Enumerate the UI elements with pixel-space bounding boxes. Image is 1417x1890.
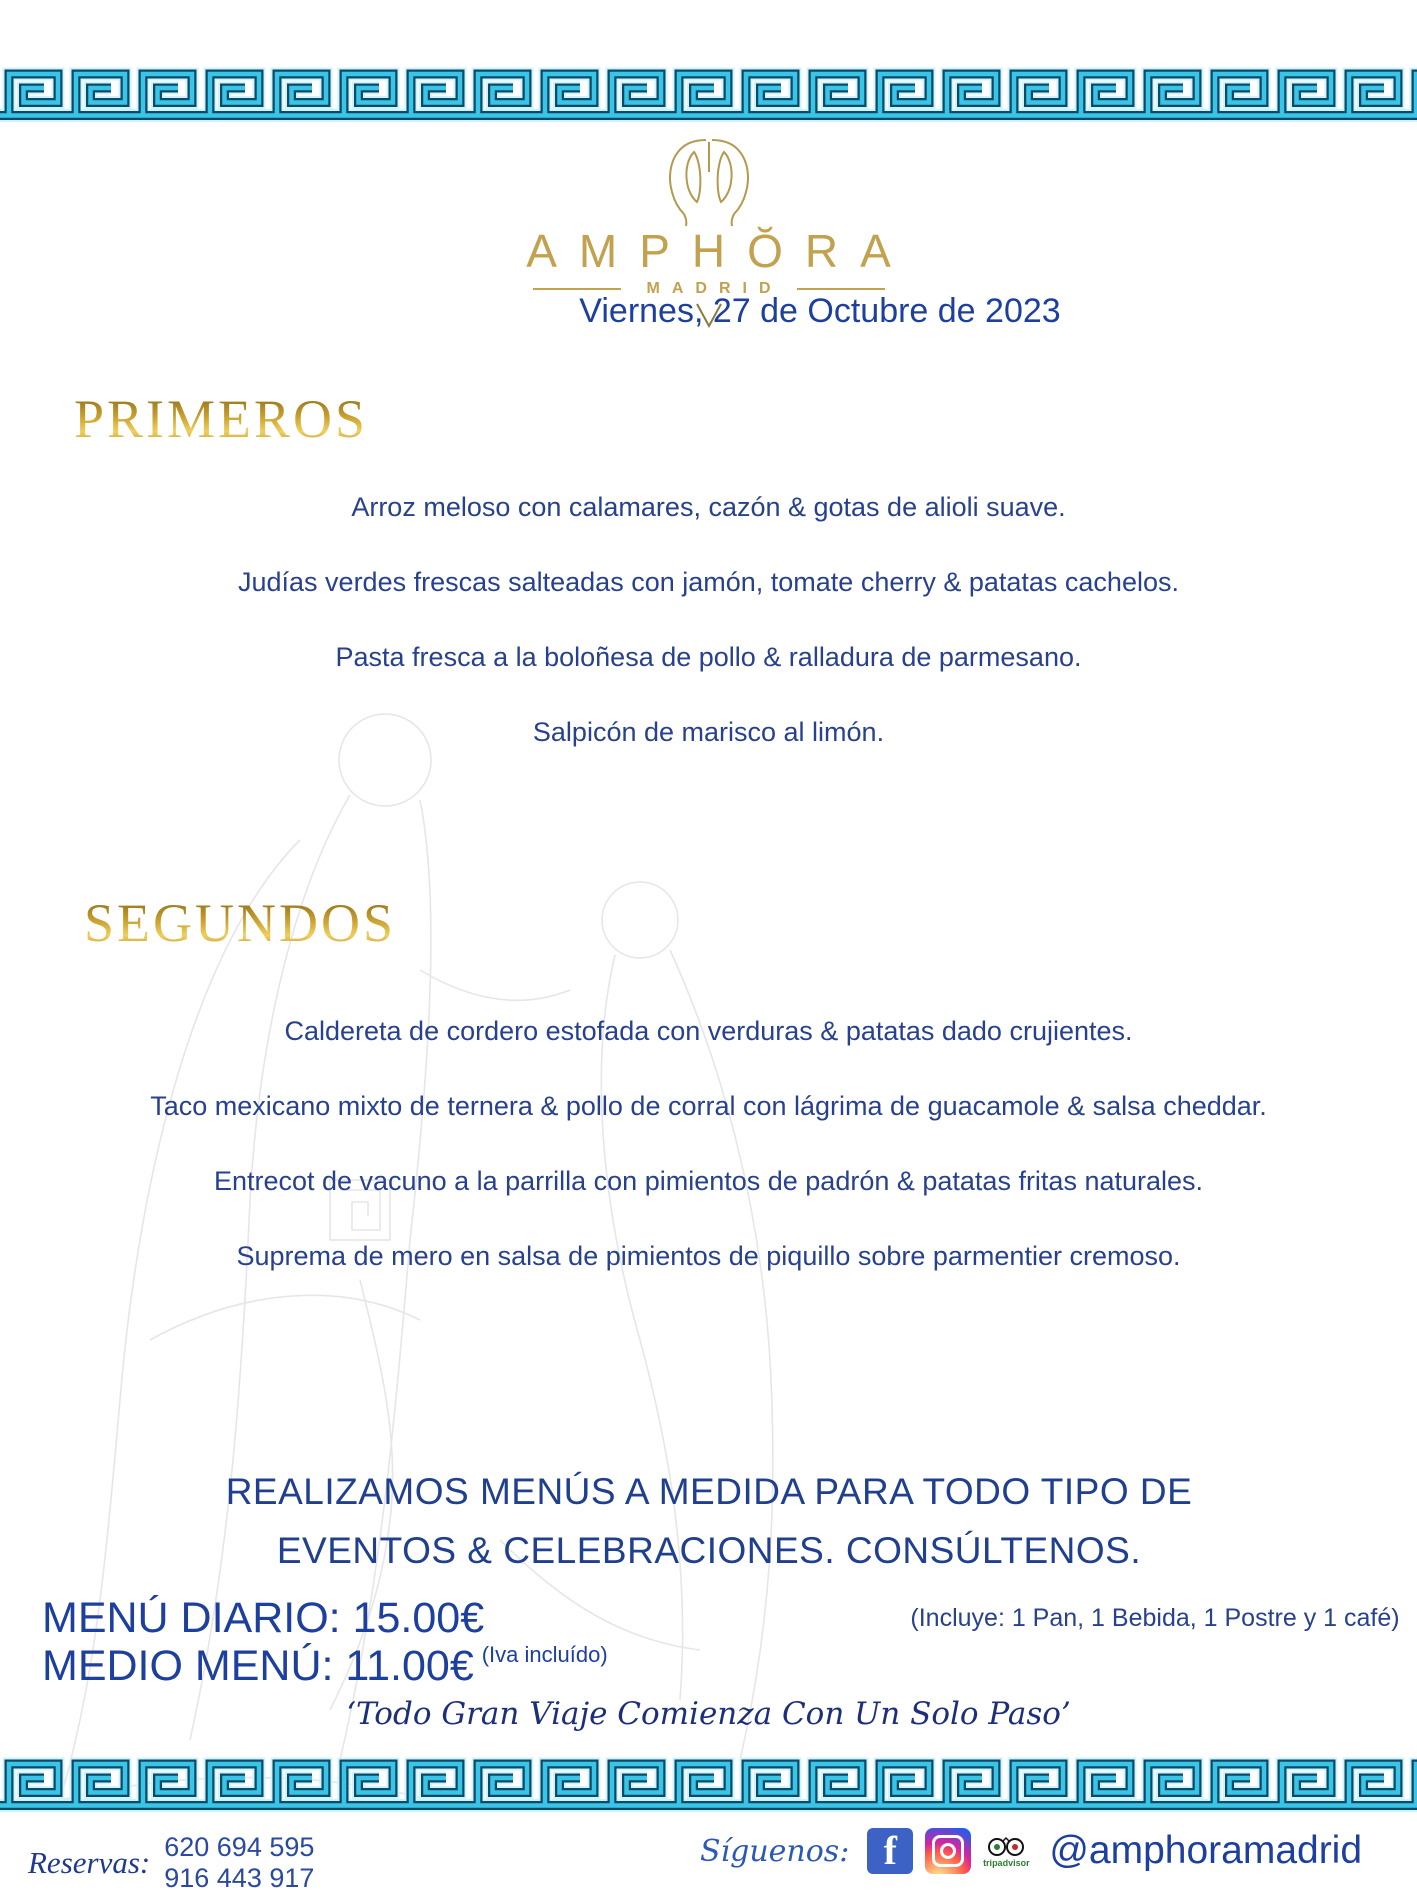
- facebook-icon[interactable]: [867, 1828, 913, 1874]
- phone-number-2: 916 443 917: [164, 1863, 315, 1890]
- section-title-primeros: PRIMEROS: [74, 389, 369, 449]
- daily-menu-value: 15.00€: [352, 1594, 485, 1642]
- menu-item: Pasta fresca a la boloñesa de pollo & ralladura de parmesano.: [335, 642, 1082, 672]
- menu-item: Arroz meloso con calamares, cazón & gotas de alioli suave.: [351, 492, 1066, 522]
- phone-number-1: 620 694 595: [164, 1832, 315, 1862]
- tripadvisor-icon[interactable]: [983, 1828, 1029, 1874]
- vat-note: (Iva incluído): [481, 1642, 608, 1668]
- facebook-glyph: f: [883, 1828, 897, 1873]
- menu-date: Viernes, 27 de Octubre de 2023: [579, 292, 1061, 330]
- events-promo-text: REALIZAMOS MENÚS A MEDIDA PARA TODO TIPO DE EVENTOS & CELEBRACIONES. CONSÚLTENOS.: [225, 1471, 1193, 1572]
- menu-item: Suprema de mero en salsa de pimientos de piquillo sobre parmentier cremoso.: [236, 1241, 1181, 1271]
- half-menu-label: MEDIO MENÚ:: [42, 1642, 334, 1691]
- section-title-segundos: SEGUNDOS: [84, 893, 397, 953]
- menu-includes-note: (Incluye: 1 Pan, 1 Bebida, 1 Postre y 1 café): [910, 1604, 1400, 1632]
- daily-menu-label: MENÚ DIARIO:: [42, 1594, 341, 1642]
- instagram-icon[interactable]: [925, 1828, 971, 1874]
- siguenos-label: Síguenos:: [700, 1833, 850, 1869]
- brand-name: AMPHŎRA: [526, 225, 913, 277]
- menu-item: Entrecot de vacuno a la parrilla con pimientos de padrón & patatas fritas naturales.: [213, 1166, 1204, 1196]
- greek-meander-border-top: [0, 66, 1417, 122]
- brand-rule-left: [533, 288, 621, 290]
- brand-city: MADRID: [646, 280, 783, 297]
- reservations-block: [28, 1832, 314, 1890]
- menu-item: Judías verdes frescas salteadas con jamón, tomate cherry & patatas cachelos.: [238, 567, 1179, 597]
- reservas-label: Reservas:: [28, 1845, 151, 1881]
- half-menu-price: [42, 1642, 608, 1690]
- tripadvisor-word: tripadvisor: [983, 1857, 1030, 1868]
- menu-item: Taco mexicano mixto de ternera & pollo de corral con lágrima de guacamole & salsa cheddar.: [150, 1091, 1267, 1121]
- brand-rule-right: [797, 288, 885, 290]
- amphora-icon: [654, 138, 764, 230]
- social-handle[interactable]: @amphoramadrid: [1049, 1829, 1363, 1872]
- daily-menu-price: [42, 1594, 608, 1642]
- half-menu-value: 11.00€: [345, 1642, 474, 1691]
- greek-meander-border-bottom: [0, 1756, 1417, 1812]
- menu-item: Caldereta de cordero estofada con verduras & patatas dado crujientes.: [284, 1016, 1133, 1046]
- menu-item: Salpicón de marisco al limón.: [532, 717, 885, 747]
- pricing-block: [42, 1594, 608, 1690]
- motto-quote: ‘Todo Gran Viaje Comienza Con Un Solo Paso’: [346, 1696, 1071, 1732]
- social-block: [700, 1828, 1362, 1874]
